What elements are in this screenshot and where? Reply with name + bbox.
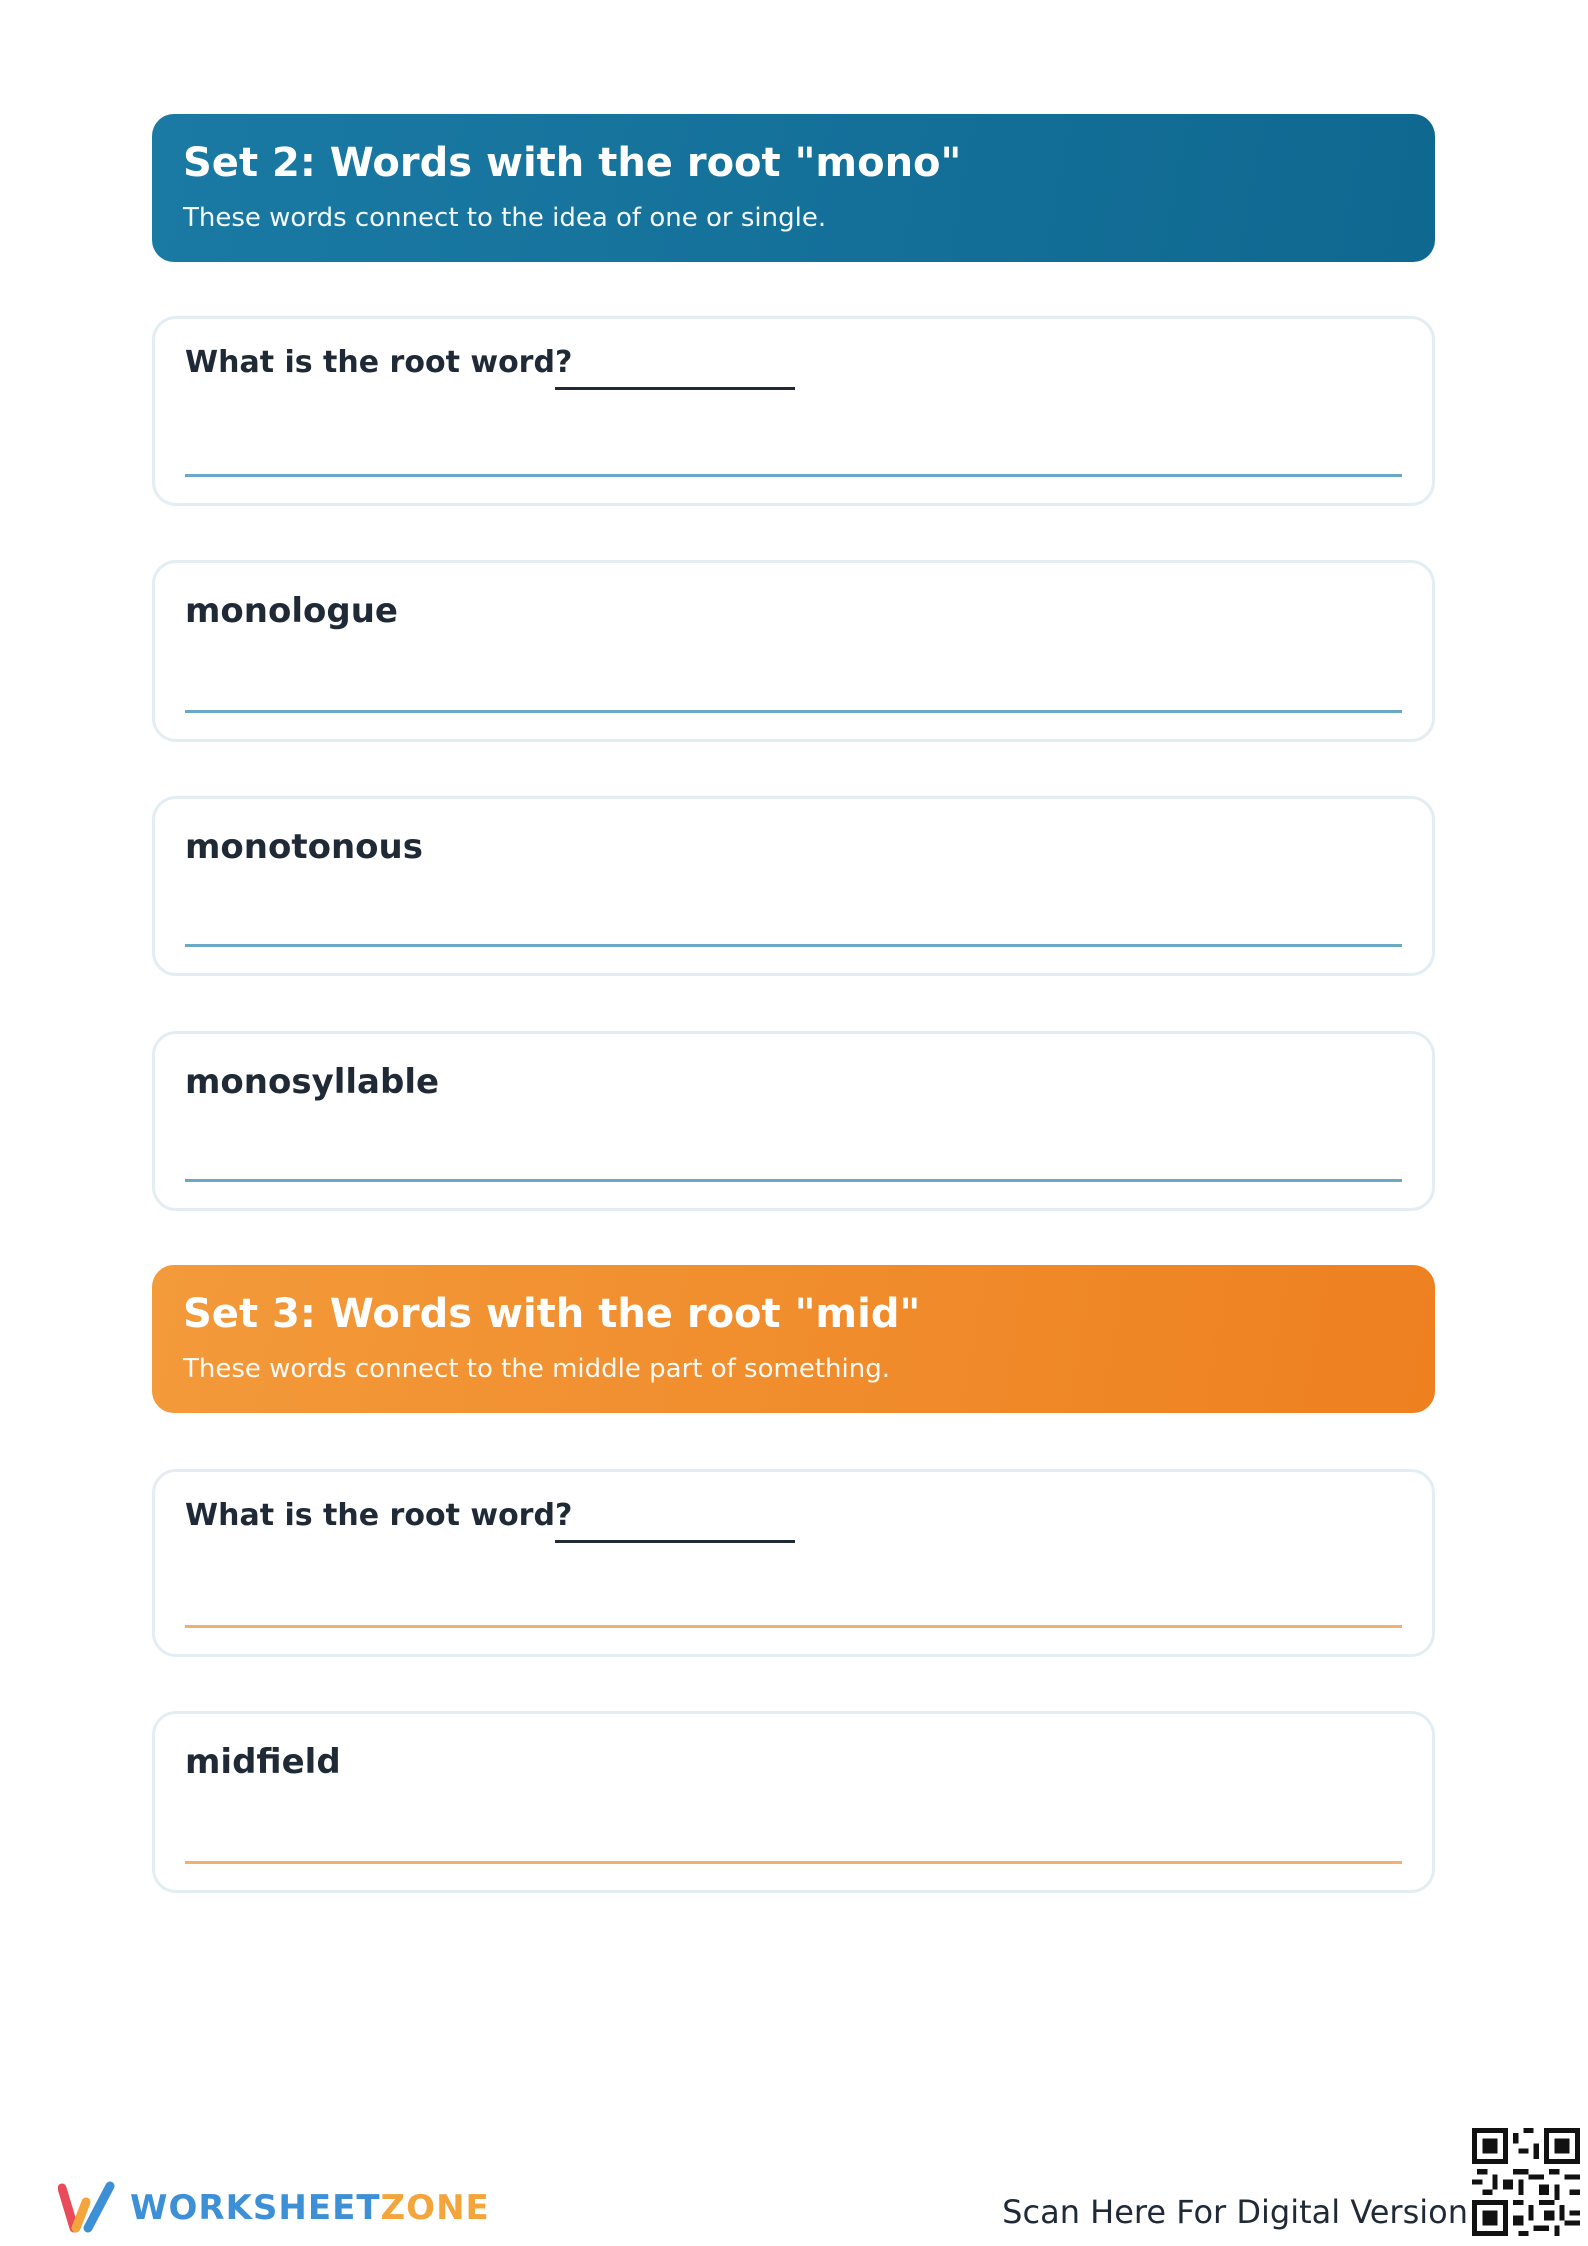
set-3-description: These words connect to the middle part of something.: [183, 1354, 890, 1384]
scan-instruction: Scan Here For Digital Version: [1002, 2193, 1468, 2231]
word-card-monosyllable: [152, 1031, 1435, 1211]
answer-line[interactable]: [185, 474, 1402, 477]
worksheetzone-logo: [58, 2180, 490, 2236]
set-2-header: [152, 114, 1435, 262]
root-word-blank[interactable]: [555, 387, 795, 390]
worksheetzone-w-icon: [58, 2180, 120, 2236]
qr-code-icon[interactable]: [1472, 2128, 1580, 2236]
root-word-question: What is the root word?: [185, 1498, 573, 1533]
set-3-root-question-card: [152, 1469, 1435, 1657]
word-label: monotonous: [185, 827, 423, 867]
set-2-root-question-card: [152, 316, 1435, 506]
answer-line[interactable]: [185, 1625, 1402, 1628]
word-card-midfield: [152, 1711, 1435, 1893]
answer-line[interactable]: [185, 944, 1402, 947]
brand-name: WORKSHEETZONE: [130, 2188, 490, 2228]
set-3-header: [152, 1265, 1435, 1413]
set-3-title: Set 3: Words with the root "mid": [183, 1291, 921, 1337]
word-card-monotonous: [152, 796, 1435, 976]
word-label: monologue: [185, 591, 398, 631]
root-word-question: What is the root word?: [185, 345, 573, 380]
root-word-blank[interactable]: [555, 1540, 795, 1543]
set-2-description: These words connect to the idea of one or single.: [183, 203, 827, 233]
set-2-title: Set 2: Words with the root "mono": [183, 140, 962, 186]
answer-line[interactable]: [185, 1861, 1402, 1864]
word-card-monologue: [152, 560, 1435, 742]
answer-line[interactable]: [185, 1179, 1402, 1182]
word-label: monosyllable: [185, 1062, 440, 1102]
answer-line[interactable]: [185, 710, 1402, 713]
word-label: midfield: [185, 1742, 341, 1782]
